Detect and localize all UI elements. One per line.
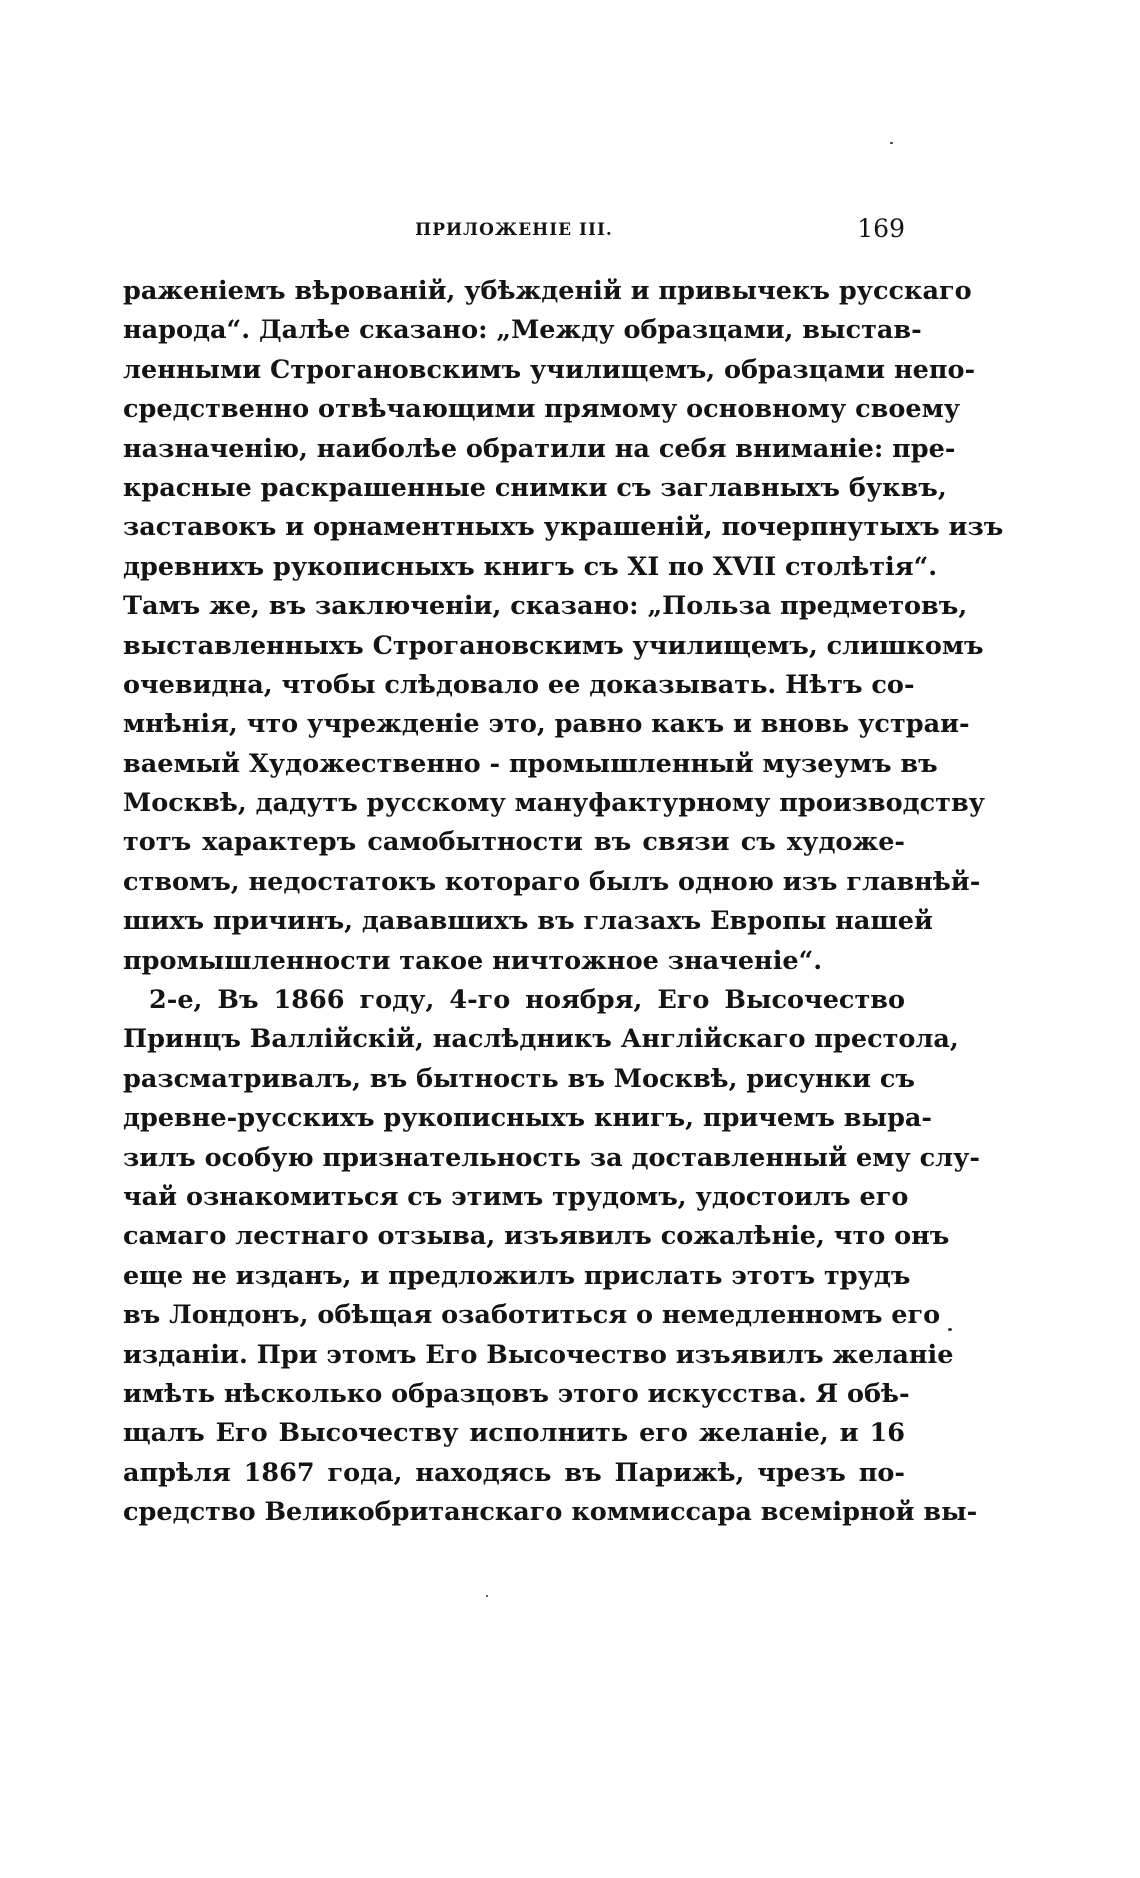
text-line: въ Лондонъ, обѣщая озаботиться о немедленномъ его bbox=[123, 1300, 941, 1331]
text-line: древнихъ рукописныхъ книгъ съ XI по XVII столѣтія“. bbox=[123, 551, 938, 582]
text-line: очевидна, чтобы слѣдовало ее доказывать. Нѣтъ со- bbox=[123, 669, 915, 700]
paragraph-first-line: 2-е, Въ 1866 году, 4-го ноября, Его Высочество bbox=[149, 985, 905, 1016]
scan-speck bbox=[890, 142, 893, 144]
page-number: 169 bbox=[857, 214, 905, 243]
body-text bbox=[123, 272, 1004, 1533]
text-line: зилъ особую признательность за доставленный ему слу- bbox=[123, 1142, 980, 1173]
scan-speck bbox=[948, 1328, 952, 1331]
paragraph-end-line: промышленности такое ничтожное значеніе“. bbox=[123, 945, 823, 976]
text-line: выставленныхъ Строгановскимъ училищемъ, слишкомъ bbox=[123, 630, 984, 661]
running-title: ПРИЛОЖЕНІЕ III. bbox=[415, 220, 613, 240]
running-head bbox=[123, 214, 905, 254]
text-line: тотъ характеръ самобытности въ связи съ художе- bbox=[123, 827, 905, 858]
text-line: раженіемъ вѣрованій, убѣжденій и привычекъ русскаго bbox=[123, 276, 972, 306]
text-line: чай ознакомиться съ этимъ трудомъ, удостоилъ его bbox=[123, 1181, 909, 1212]
text-line: изданіи. При этомъ Его Высочество изъявилъ желаніе bbox=[123, 1339, 954, 1370]
text-line: щалъ Его Высочеству исполнить его желаніе, и 16 bbox=[123, 1418, 905, 1449]
text-line: самаго лестнаго отзыва, изъявилъ сожалѣніе, что онъ bbox=[123, 1221, 950, 1252]
text-line: мнѣнія, что учрежденіе это, равно какъ и вновь устраи- bbox=[123, 709, 970, 740]
text-line: средство Великобританскаго коммиссара всемірной вы- bbox=[123, 1497, 978, 1528]
text-line: назначенію, наиболѣе обратили на себя вниманіе: пре- bbox=[123, 433, 956, 464]
text-line: ствомъ, недостатокъ котораго былъ одною изъ главнѣй- bbox=[123, 866, 981, 897]
text-line: шихъ причинъ, дававшихъ въ глазахъ Европы нашей bbox=[123, 906, 933, 937]
text-line: ленными Строгановскимъ училищемъ, образцами непо- bbox=[123, 354, 976, 385]
text-line: ваемый Художественно - промышленный музеумъ въ bbox=[123, 748, 938, 779]
text-line: разсматривалъ, въ бытность въ Москвѣ, рисунки съ bbox=[123, 1063, 915, 1094]
text-line: апрѣля 1867 года, находясь въ Парижѣ, чрезъ по- bbox=[123, 1457, 905, 1488]
text-line: красные раскрашенные снимки съ заглавныхъ буквъ, bbox=[123, 472, 947, 503]
text-line: народа“. Далѣе сказано: „Между образцами, выстав- bbox=[123, 315, 922, 346]
text-line: заставокъ и орнаментныхъ украшеній, почерпнутыхъ изъ bbox=[123, 512, 1004, 543]
text-line: еще не изданъ, и предложилъ прислать этотъ трудъ bbox=[123, 1260, 911, 1291]
text-line: древне-русскихъ рукописныхъ книгъ, причемъ выра- bbox=[123, 1103, 933, 1134]
text-line: Москвѣ, дадутъ русскому мануфактурному производству bbox=[123, 788, 985, 819]
text-line: имѣть нѣсколько образцовъ этого искусства. Я обѣ- bbox=[123, 1378, 910, 1409]
text-line: Тамъ же, въ заключеніи, сказано: „Польза предметовъ, bbox=[123, 591, 968, 622]
text-line: средственно отвѣчающими прямому основному своему bbox=[123, 394, 961, 425]
scan-speck bbox=[486, 1595, 488, 1597]
text-line: Принцъ Валлійскій, наслѣдникъ Англійскаго престола, bbox=[123, 1024, 959, 1055]
